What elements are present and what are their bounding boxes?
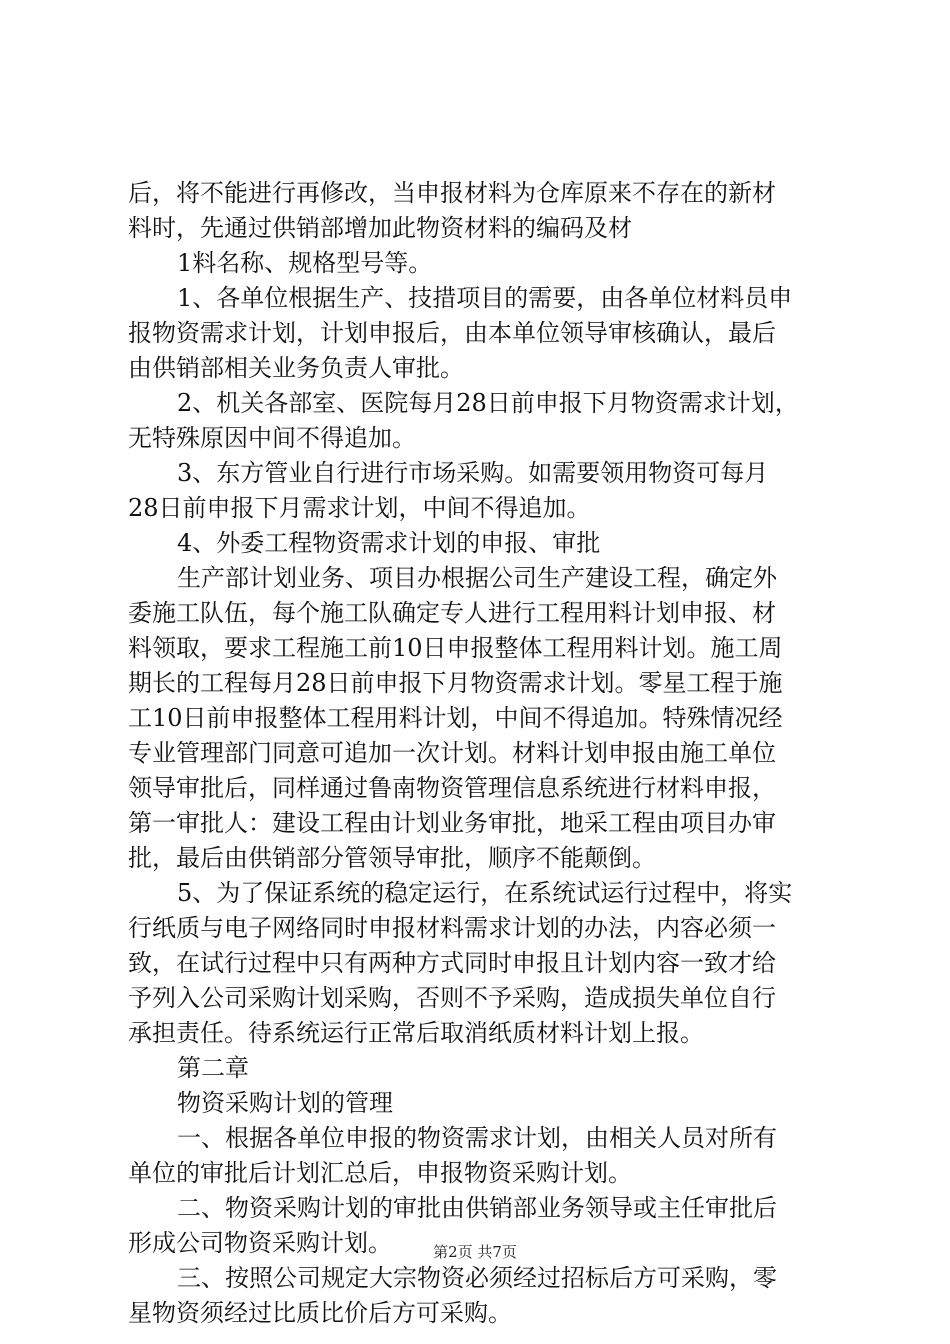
text-line: 1、各单位根据生产、技措项目的需要，由各单位材料员申 — [177, 284, 793, 312]
text-line: 第一审批人：建设工程由计划业务审批，地采工程由项目办审 — [128, 809, 776, 837]
text-line: 5、为了保证系统的稳定运行，在系统试运行过程中，将实 — [177, 879, 793, 907]
text-line: 报物资需求计划，计划申报后，由本单位领导审核确认，最后 — [128, 319, 776, 347]
text-line: 由供销部相关业务负责人审批。 — [128, 354, 464, 382]
text-line: 工10日前申报整体工程用料计划，中间不得追加。特殊情况经 — [128, 704, 783, 732]
text-line: 承担责任。待系统运行正常后取消纸质材料计划上报。 — [128, 1019, 704, 1047]
text-line: 3、东方管业自行进行市场采购。如需要领用物资可每月 — [177, 459, 769, 487]
text-line: 料时，先通过供销部增加此物资材料的编码及材 — [128, 214, 632, 242]
text-line: 无特殊原因中间不得追加。 — [128, 424, 416, 452]
text-line: 星物资须经过比质比价后方可采购。 — [128, 1299, 512, 1327]
text-line: 28日前申报下月需求计划，中间不得追加。 — [128, 494, 591, 522]
text-line: 料领取，要求工程施工前10日申报整体工程用料计划。施工周 — [128, 634, 783, 662]
page-number: 第2页 共7页 — [433, 1243, 517, 1261]
document-body — [128, 176, 840, 1331]
text-line: 生产部计划业务、项目办根据公司生产建设工程，确定外 — [177, 564, 777, 592]
text-line: 4、外委工程物资需求计划的申报、审批 — [177, 529, 601, 557]
text-line: 二、物资采购计划的审批由供销部业务领导或主任审批后 — [177, 1194, 777, 1222]
section-title: 物资采购计划的管理 — [177, 1089, 393, 1117]
text-line: 委施工队伍，每个施工队确定专人进行工程用料计划申报、材 — [128, 599, 776, 627]
text-line: 形成公司物资采购计划。 — [128, 1229, 392, 1257]
text-line: 三、按照公司规定大宗物资必须经过招标后方可采购，零 — [177, 1264, 777, 1292]
text-line: 期长的工程每月28日前申报下月物资需求计划。零星工程于施 — [128, 669, 783, 697]
text-line: 予列入公司采购计划采购，否则不予采购，造成损失单位自行 — [128, 984, 776, 1012]
text-line: 2、机关各部室、医院每月28日前申报下月物资需求计划， — [177, 389, 799, 417]
text-line: 单位的审批后计划汇总后，申报物资采购计划。 — [128, 1159, 632, 1187]
text-line: 专业管理部门同意可追加一次计划。材料计划申报由施工单位 — [128, 739, 776, 767]
text-line: 行纸质与电子网络同时申报材料需求计划的办法，内容必须一 — [128, 914, 776, 942]
text-line: 1料名称、规格型号等。 — [177, 249, 433, 277]
text-line: 一、根据各单位申报的物资需求计划，由相关人员对所有 — [177, 1124, 777, 1152]
text-line: 领导审批后，同样通过鲁南物资管理信息系统进行材料申报， — [128, 774, 776, 802]
chapter-heading: 第二章 — [177, 1054, 249, 1082]
page-footer — [0, 1242, 950, 1262]
text-line: 致，在试行过程中只有两种方式同时申报且计划内容一致才给 — [128, 949, 776, 977]
text-line: 批，最后由供销部分管领导审批，顺序不能颠倒。 — [128, 844, 656, 872]
text-line: 后，将不能进行再修改，当申报材料为仓库原来不存在的新材 — [128, 179, 776, 207]
